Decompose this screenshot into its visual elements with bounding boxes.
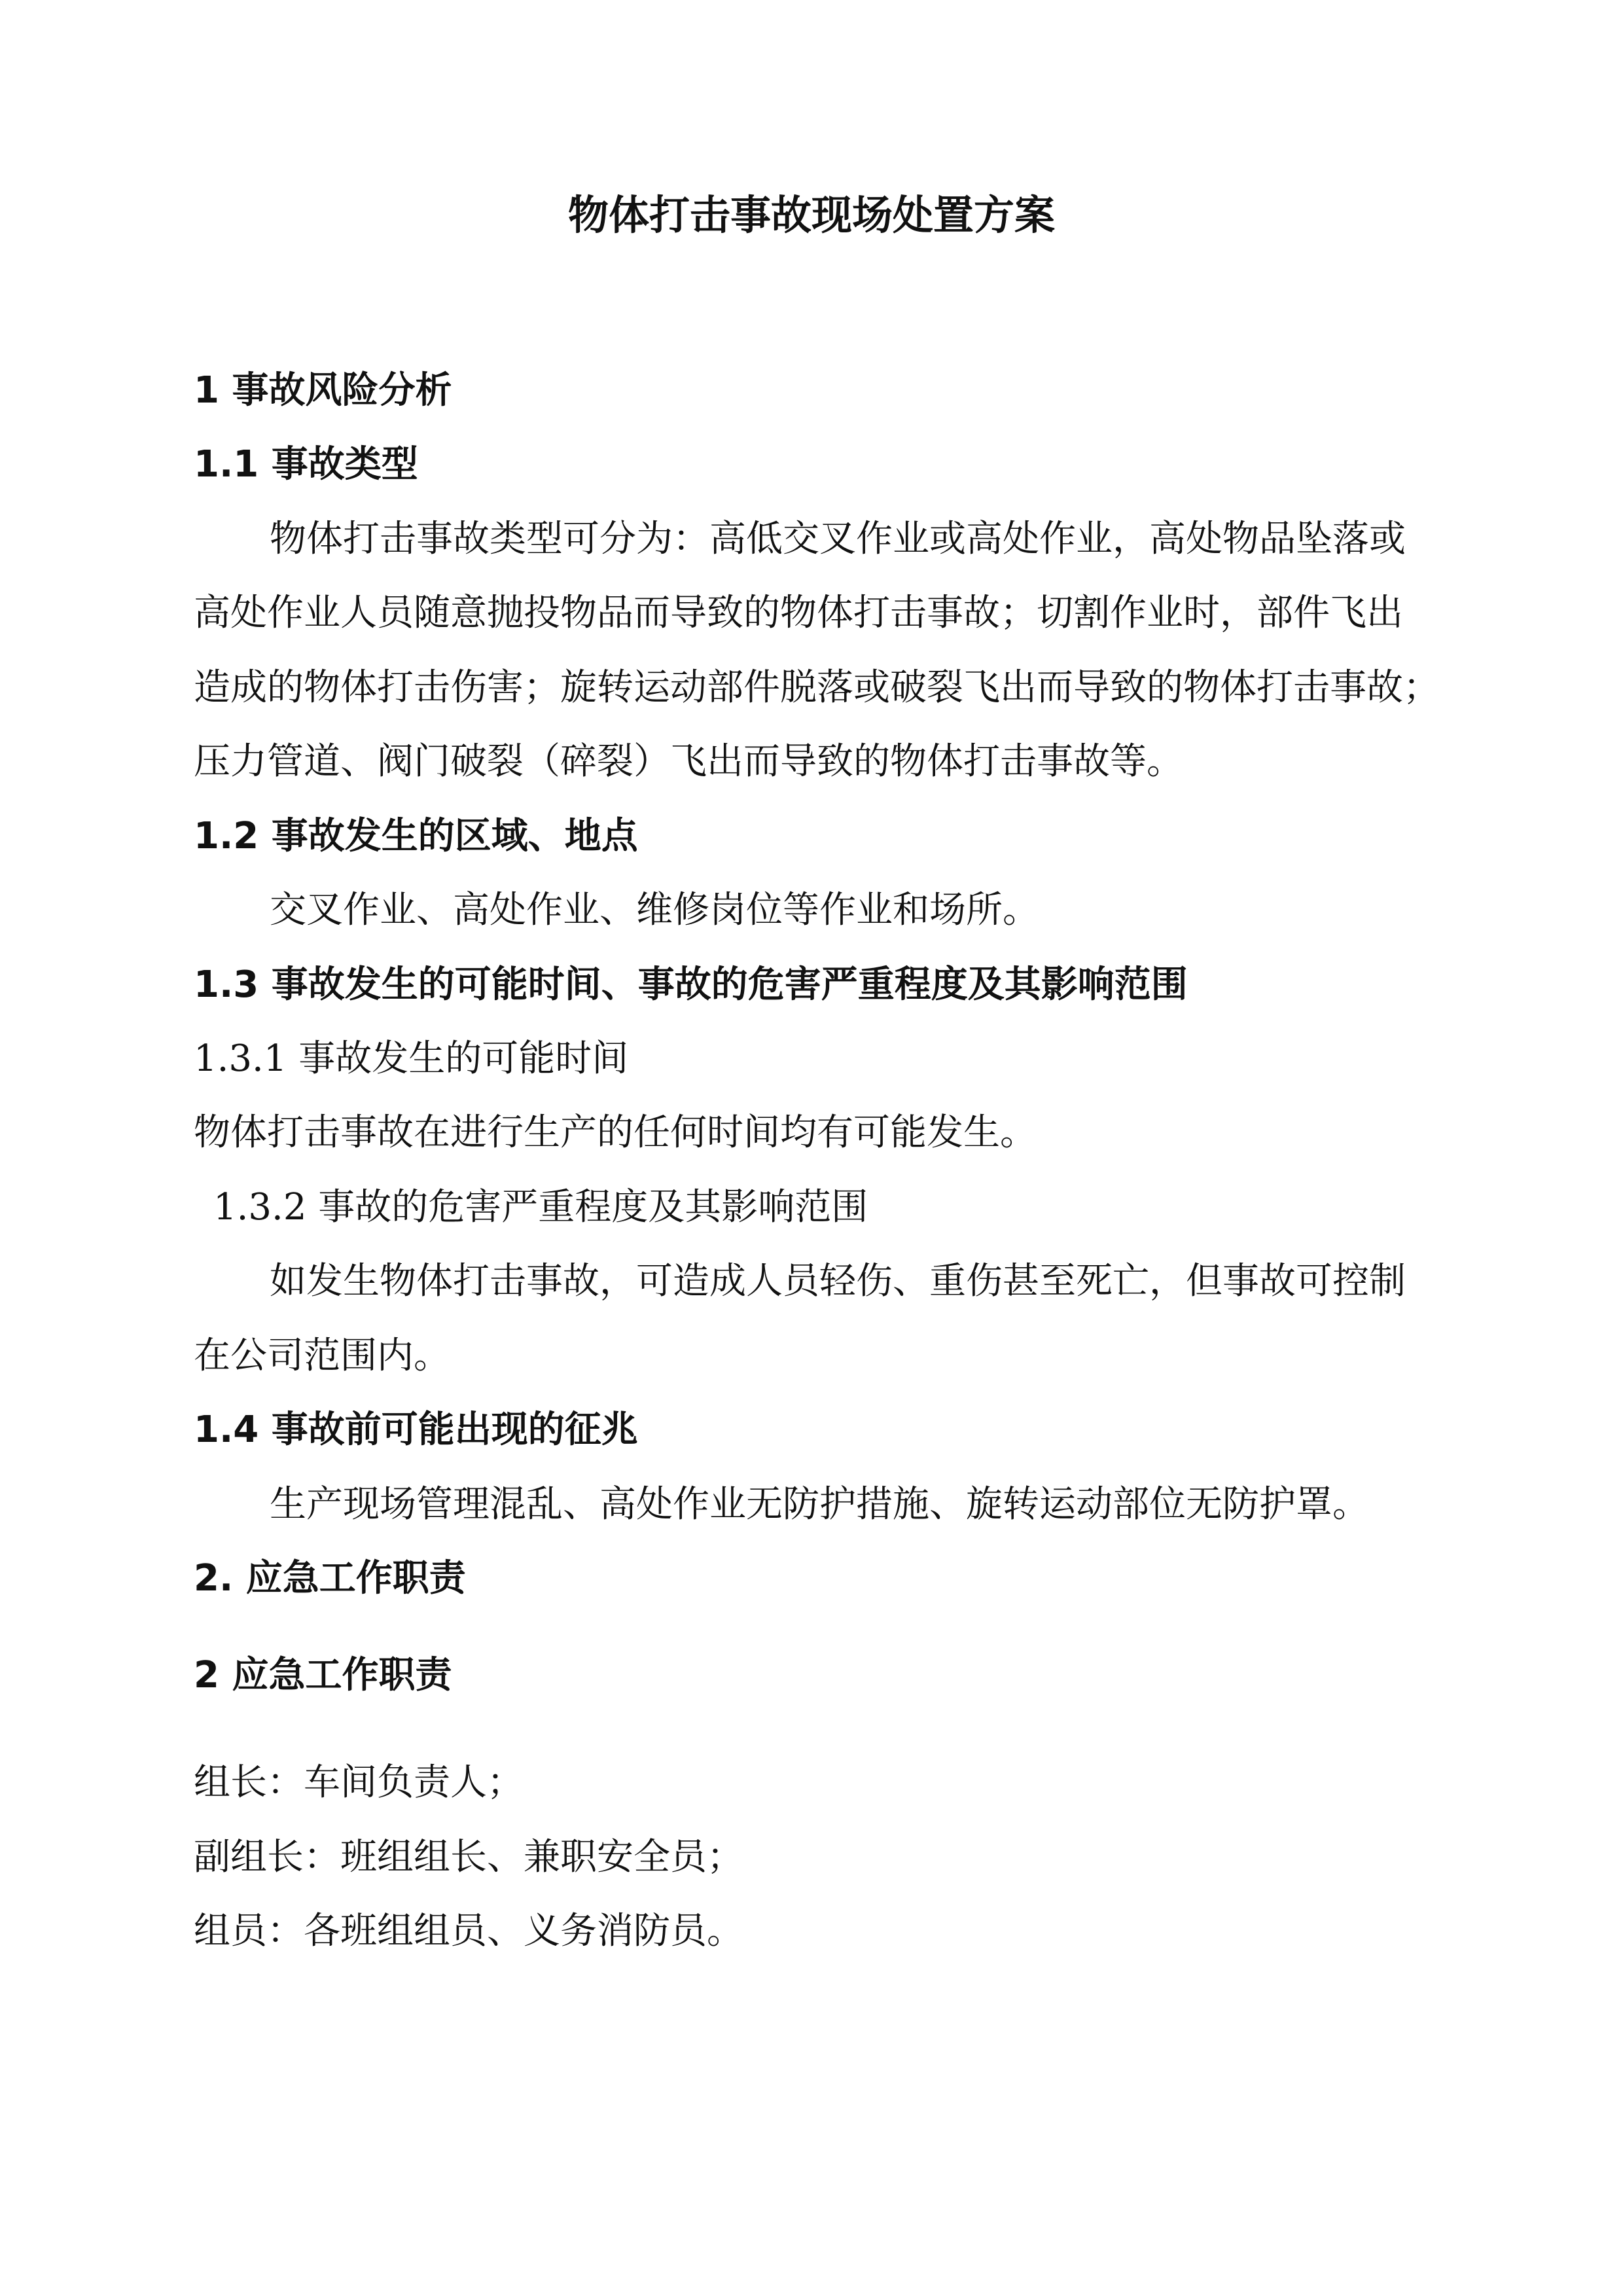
- section-2-heading-duplicate: 2. 应急工作职责: [194, 1557, 466, 1600]
- section-1-4-text: 生产现场管理混乱、高处作业无防护措施、旋转运动部位无防护罩。: [270, 1483, 1369, 1526]
- section-1-1-line-4: 压力管道、阀门破裂（碎裂）飞出而导致的物体打击事故等。: [194, 740, 1183, 783]
- section-1-3-2-heading: 1.3.2 事故的危害严重程度及其影响范围: [213, 1186, 868, 1229]
- section-1-1-line-3: 造成的物体打击伤害；旋转运动部件脱落或破裂飞出而导致的物体打击事故；: [194, 666, 1440, 709]
- section-1-1-heading: 1.1 事故类型: [194, 443, 418, 486]
- document-title: 物体打击事故现场处置方案: [567, 191, 1055, 239]
- section-1-heading: 1 事故风险分析: [194, 369, 452, 412]
- section-1-2-heading: 1.2 事故发生的区域、地点: [194, 815, 638, 857]
- role-leader: 组长：车间负责人；: [194, 1761, 524, 1804]
- section-1-3-1-text: 物体打击事故在进行生产的任何时间均有可能发生。: [194, 1111, 1037, 1154]
- role-members: 组员：各班组组员、义务消防员。: [194, 1910, 743, 1952]
- section-1-2-text: 交叉作业、高处作业、维修岗位等作业和场所。: [270, 889, 1039, 931]
- section-1-3-1-heading: 1.3.1 事故发生的可能时间: [194, 1037, 629, 1080]
- section-2-heading: 2 应急工作职责: [194, 1654, 452, 1696]
- section-1-3-2-line-2: 在公司范围内。: [194, 1335, 450, 1377]
- section-1-3-heading: 1.3 事故发生的可能时间、事故的危害严重程度及其影响范围: [194, 963, 1188, 1006]
- section-1-1-line-2: 高处作业人员随意抛投物品而导致的物体打击事故；切割作业时，部件飞出: [194, 592, 1403, 634]
- section-1-4-heading: 1.4 事故前可能出现的征兆: [194, 1408, 638, 1451]
- section-1-1-line-1: 物体打击事故类型可分为：高低交叉作业或高处作业，高处物品坠落或: [270, 518, 1406, 560]
- role-deputy-leader: 副组长：班组组长、兼职安全员；: [194, 1836, 743, 1878]
- section-1-3-2-line-1: 如发生物体打击事故，可造成人员轻伤、重伤甚至死亡，但事故可控制: [270, 1260, 1406, 1302]
